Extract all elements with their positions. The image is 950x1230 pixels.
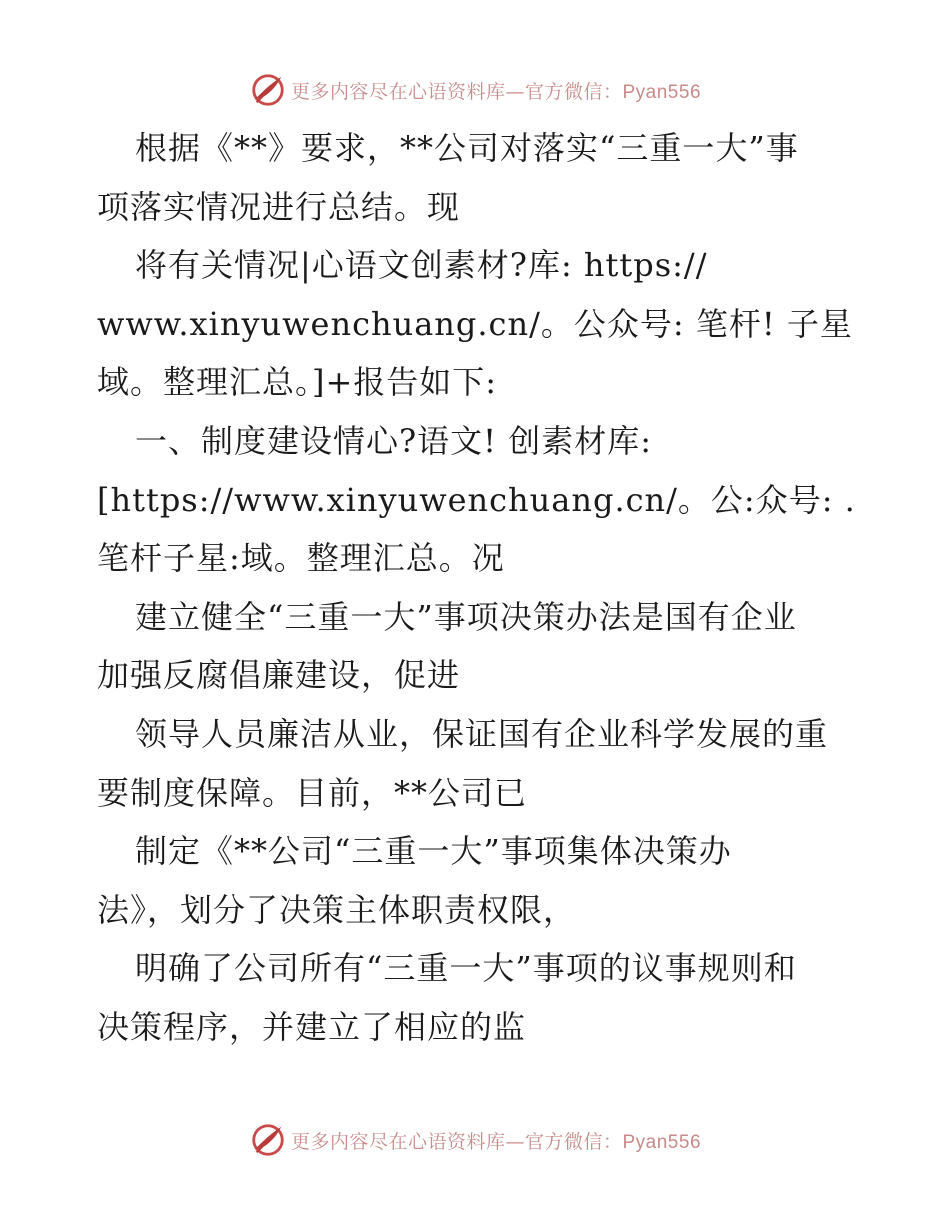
body-line: 建立健全“三重一大”事项决策办法是国有企业 [135, 597, 797, 636]
header-wechat-id: Pyan556 [622, 81, 702, 103]
header-banner-text [291, 77, 701, 104]
body-line: 决策程序，并建立了相应的监 [97, 1007, 527, 1046]
footer-banner-text [291, 1127, 701, 1154]
body-line: 一、制度建设情心?语文! 创素材库: [135, 421, 652, 460]
body-line: [https://www.xinyuwenchuang.cn/。公:众号: . [97, 480, 856, 519]
body-line: 域。整理汇总。]+报告如下: [97, 363, 498, 402]
header-banner-label: 更多内容尽在心语资料库—官方微信： [290, 80, 623, 103]
quill-logo-icon [249, 71, 287, 109]
document-body [97, 119, 857, 1057]
body-line: 将有关情况|心语文创素材?库: https:// [135, 246, 708, 285]
header-banner [0, 70, 950, 110]
body-line: 明确了公司所有“三重一大”事项的议事规则和 [135, 949, 797, 988]
body-line: 制定《**公司“三重一大”事项集体决策办 [135, 832, 732, 871]
footer-banner-label: 更多内容尽在心语资料库—官方微信： [290, 1130, 623, 1153]
quill-logo-icon [249, 1121, 287, 1159]
footer-wechat-id: Pyan556 [622, 1131, 702, 1153]
body-line: 法》，划分了决策主体职责权限， [97, 890, 577, 929]
body-line: 要制度保障。目前，**公司已 [97, 773, 528, 812]
body-line: 加强反腐倡廉建设，促进 [97, 656, 461, 695]
footer-banner [0, 1120, 950, 1160]
body-line: 领导人员廉洁从业，保证国有企业科学发展的重 [135, 714, 829, 753]
body-line: 根据《**》要求，**公司对落实“三重一大”事 [135, 129, 799, 167]
body-line: www.xinyuwenchuang.cn/。公众号: 笔杆! 子星 [97, 304, 853, 343]
body-line: 项落实情况进行总结。现 [97, 187, 461, 226]
body-line: 笔杆子星:域。整理汇总。况 [97, 539, 505, 578]
